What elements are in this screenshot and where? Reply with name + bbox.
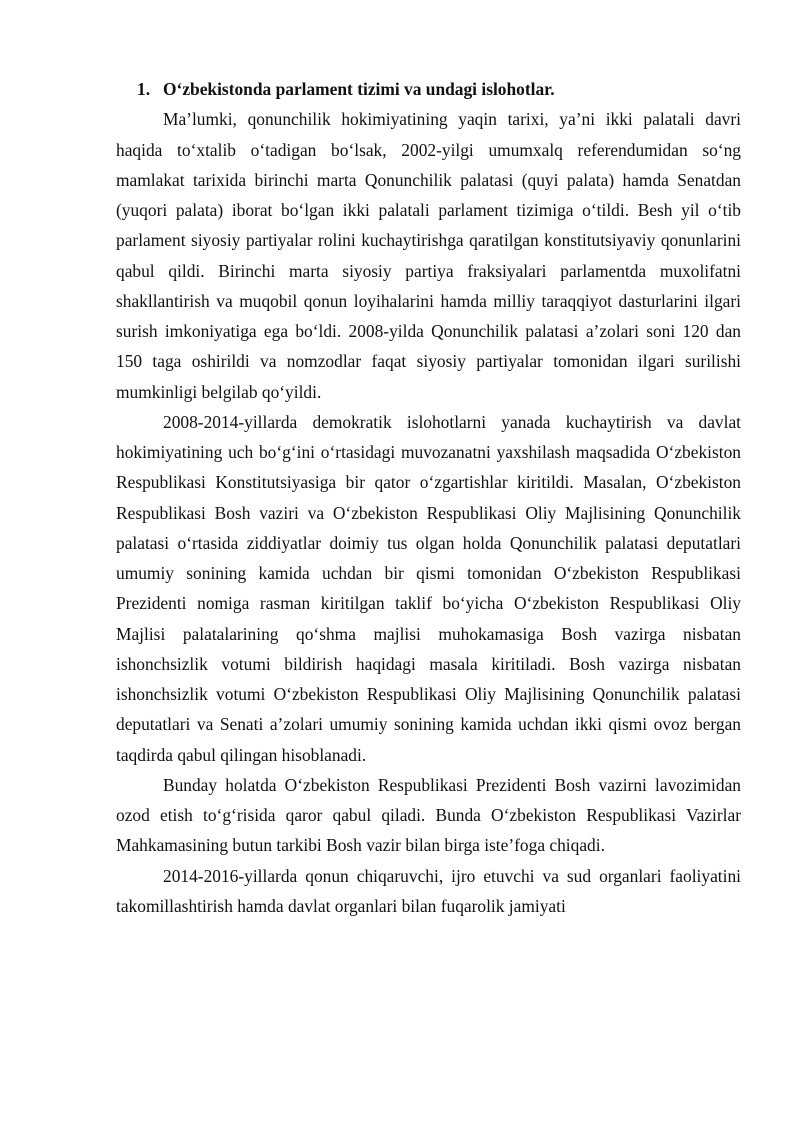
section-heading xyxy=(116,74,741,104)
paragraph-4: 2014-2016-yillarda qonun chiqaruvchi, ijro etuvchi va sud organlari faoliyatini takomillashtirish hamda davlat organlari bilan fuqarolik jamiyati xyxy=(116,865,741,916)
paragraph-2: 2008-2014-yillarda demokratik islohotlarni yanada kuchaytirish va davlat hokimiyatining uch bo‘g‘ini o‘rtasidagi muvozanatni yaxshilash maqsadida O‘zbekiston Respublikasi Konstitutsiyasiga bir qator o‘zgartishlar kiritildi. Masalan, O‘zbekiston Respublikasi Bosh vaziri va O‘zbekiston Respublikasi Oliy Majlisining Qonunchilik palatasi o‘rtasida ziddiyatlar doimiy tus olgan holda Qonunchilik palatasi deputatlari umumiy sonining kamida uchdan bir qismi tomonidan O‘zbekiston Respublikasi Prezidenti nomiga rasman kiritilgan taklif bo‘yicha O‘zbekiston Respublikasi Oliy Majlisi palatalarining qo‘shma majlisi muhokamasiga Bosh vazirga nisbatan ishonchsizlik votumi bildirish haqidagi masala kiritiladi. Bosh vazirga nisbatan ishonchsizlik votumi O‘zbekiston Respublikasi Oliy Majlisining Qonunchilik palatasi deputatlari va Senati a’zolari umumiy sonining kamida uchdan ikki qismi ovoz bergan taqdirda qabul qilingan hisoblanadi. xyxy=(116,411,741,765)
section-title: O‘zbekistonda parlament tizimi va undagi islohotlar. xyxy=(163,79,555,99)
document-body xyxy=(116,74,741,921)
paragraph-1: Ma’lumki, qonunchilik hokimiyatining yaqin tarixi, ya’ni ikki palatali davri haqida to‘xtalib o‘tadigan bo‘lsak, 2002-yilgi umumxalq referendumidan so‘ng mamlakat tarixida birinchi marta Qonunchilik palatasi (quyi palata) hamda Senatdan (yuqori palata) iborat bo‘lgan ikki palatali parlament tizimiga o‘tildi. Besh yil o‘tib parlament siyosiy partiyalar rolini kuchaytirishga qaratilgan konstitutsiyaviy qonunlarini qabul qildi. Birinchi marta siyosiy partiya fraksiyalari parlamentda muxolifatni shakllantirish va muqobil qonun loyihalarini hamda milliy taraqqiyot dasturlarini ilgari surish imkoniyatiga ega bo‘ldi. 2008-yilda Qonunchilik palatasi a’zolari soni 120 dan 150 taga oshirildi va nomzodlar faqat siyosiy partiyalar tomonidan ilgari surilishi mumkinligi belgilab qo‘yildi. xyxy=(116,109,741,402)
paragraph-3: Bunday holatda O‘zbekiston Respublikasi Prezidenti Bosh vazirni lavozimidan ozod etish to‘g‘risida qaror qabul qiladi. Bunda O‘zbekiston Respublikasi Vazirlar Mahkamasining butun tarkibi Bosh vazir bilan birga iste’foga chiqadi. xyxy=(116,774,741,856)
section-number: 1. xyxy=(137,79,151,99)
